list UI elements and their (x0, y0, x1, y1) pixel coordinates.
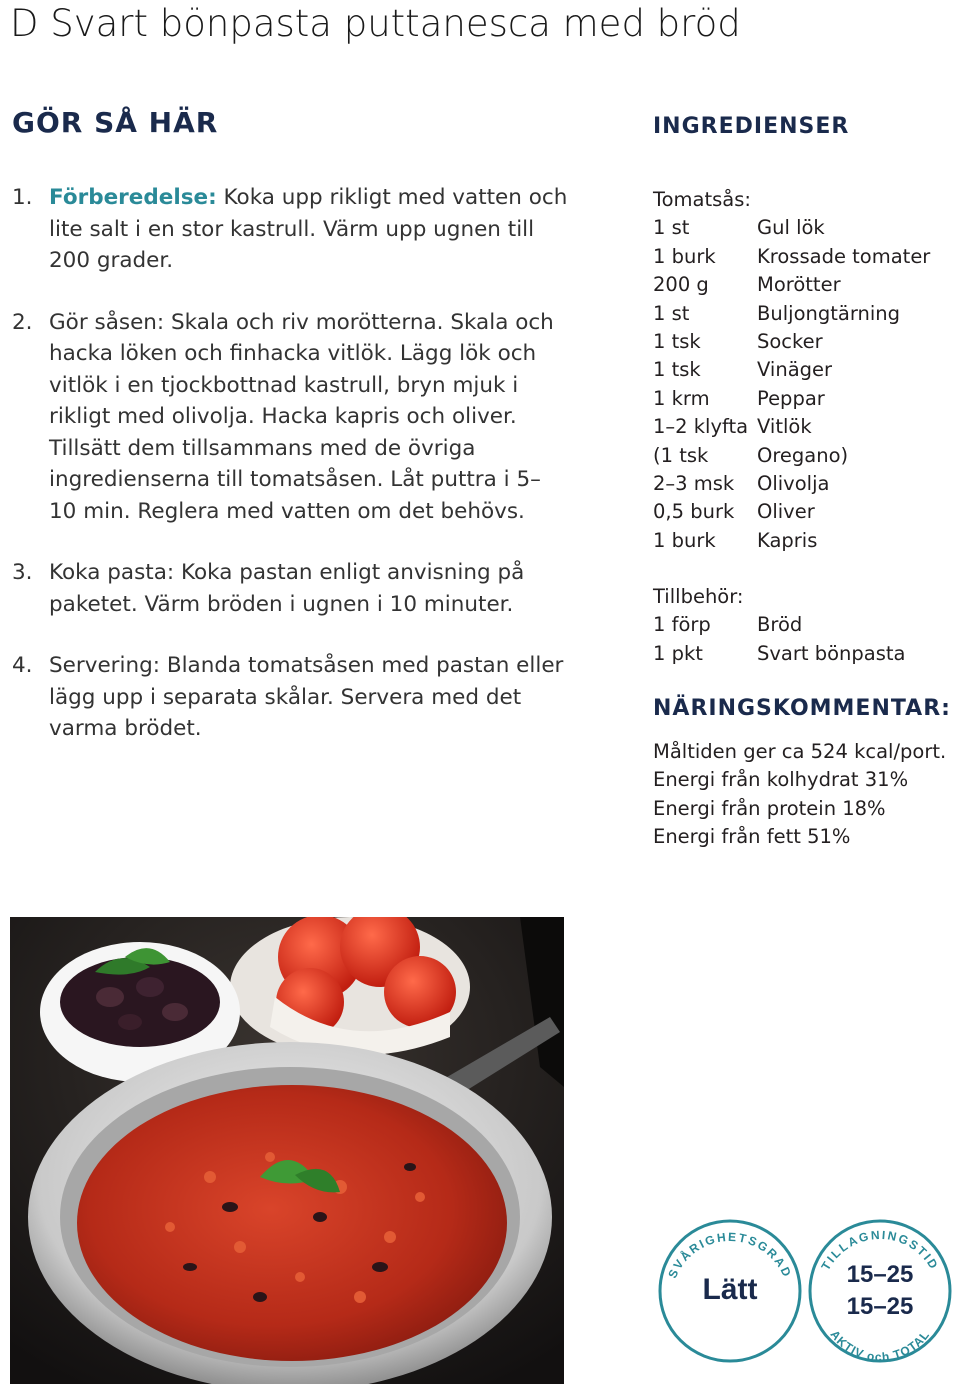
ingredient-row (653, 356, 930, 384)
ingredient-qty: 1 förp (653, 613, 711, 637)
ingredient-qty: 1–2 klyfta (653, 415, 749, 439)
time-badge-ring (806, 1217, 954, 1365)
ingredient-name: Svart bönpasta (757, 641, 906, 665)
ingredient-group-tomatsas (653, 186, 930, 555)
dish-illustration (10, 917, 564, 1384)
ingredient-name: Kapris (757, 528, 818, 552)
step-description: Skala och riv morötterna. Skala och hacka löken och finhacka vitlök. Lägg lök och vitlök i en tjockbottnad kastrull, bryn mjuk i rikligt med olivolja. Hacka kapris och oliver. Tillsätt dem tillsammans med de övriga ingredienserna till tomatsåsen. Låt puttra i 5–10 min. Reglera med vatten om det behövs. (49, 309, 554, 524)
step-number: 3. (12, 560, 33, 585)
dish-photo (10, 917, 564, 1384)
difficulty-badge (656, 1217, 804, 1365)
step-number: 2. (12, 309, 33, 335)
ingredient-qty: 1 st (653, 301, 690, 325)
step-description: Koka pastan enligt anvisning på paketet. Värm bröden i ugnen i 10 minuter. (49, 560, 525, 617)
step-3 (12, 557, 568, 620)
difficulty-value: Lätt (702, 1273, 758, 1306)
ingredient-qty: 1 tsk (653, 358, 701, 382)
ingredient-row (653, 328, 930, 356)
ingredient-qty: 1 krm (653, 386, 710, 410)
time-arc-label-bottom: AKTIV och TOTAL (827, 1327, 933, 1365)
nutrition-line: Måltiden ger ca 524 kcal/port. (653, 740, 947, 763)
nutrition-line: Energi från kolhydrat 31% (653, 768, 909, 792)
ingredient-row (653, 640, 905, 668)
ingredient-group-label: Tomatsås: (653, 188, 751, 211)
step-description: Koka upp rikligt med vatten och lite salt i en stor kastrull. Värm upp ugnen till 200 grader. (49, 185, 568, 273)
ingredient-name: Krossade tomater (757, 244, 931, 268)
step-number: 1. (12, 185, 33, 210)
ingredient-name: Bröd (757, 613, 803, 637)
nutrition-lines (653, 738, 946, 852)
ingredient-name: Peppar (757, 386, 825, 410)
ingredient-row (653, 470, 930, 498)
ingredient-name: Gul lök (757, 216, 825, 240)
ingredient-qty: 1 pkt (653, 641, 703, 665)
nutrition-line: Energi från protein 18% (653, 796, 886, 820)
step-description: Blanda tomatsåsen med pastan eller lägg upp i separata skålar. Servera med det varma brödet. (49, 653, 564, 741)
ingredient-row (653, 385, 930, 413)
step-lead: Förberedelse: (49, 185, 217, 210)
ingredients-heading: INGREDIENSER (653, 114, 850, 139)
difficulty-arc-label: SVÅRIGHETSGRAD (665, 1229, 795, 1281)
ingredient-name: Morötter (757, 273, 841, 297)
step-4 (12, 650, 568, 745)
time-total-value: 15–25 (846, 1293, 914, 1320)
nutrition-line: Energi från fett 51% (653, 825, 851, 849)
ingredient-qty: 1 st (653, 216, 690, 240)
step-text (49, 650, 568, 745)
ingredient-qty: 1 burk (653, 528, 716, 552)
ingredient-qty: 200 g (653, 273, 709, 297)
ingredient-row (653, 243, 930, 271)
ingredient-row (653, 498, 930, 526)
step-lead: Gör såsen: (49, 309, 165, 335)
step-text (49, 182, 568, 277)
nutrition-heading: NÄRINGSKOMMENTAR: (653, 696, 951, 721)
ingredient-row (653, 300, 930, 328)
step-1 (12, 182, 568, 277)
ingredient-group-tillbehor (653, 583, 905, 668)
ingredient-row (653, 271, 930, 299)
time-active-value: 15–25 (846, 1261, 914, 1288)
time-badge (806, 1217, 954, 1365)
ingredient-group-label: Tillbehör: (653, 585, 744, 608)
ingredient-name: Oliver (757, 500, 815, 524)
ingredient-qty: (1 tsk (653, 443, 709, 467)
ingredient-qty: 2–3 msk (653, 472, 735, 496)
ingredient-name: Olivolja (757, 472, 830, 496)
ingredient-row (653, 527, 930, 555)
ingredient-row (653, 413, 930, 441)
step-number: 4. (12, 653, 33, 678)
ingredient-name: Buljongtärning (757, 301, 901, 325)
ingredient-name: Oregano) (757, 443, 849, 467)
ingredient-name: Vinäger (757, 358, 833, 382)
method-steps (12, 182, 568, 775)
method-heading: GÖR SÅ HÄR (12, 106, 219, 139)
step-lead: Servering: (49, 653, 160, 678)
page-title: D Svart bönpasta puttanesca med bröd (10, 2, 741, 45)
ingredient-qty: 1 burk (653, 244, 716, 268)
ingredient-qty: 0,5 burk (653, 500, 735, 524)
ingredient-row (653, 442, 930, 470)
step-text (49, 557, 568, 620)
ingredient-qty: 1 tsk (653, 330, 701, 354)
ingredient-name: Vitlök (757, 415, 812, 439)
svg-text:AKTIV och TOTAL (827, 1327, 932, 1364)
step-lead: Koka pasta: (49, 560, 175, 585)
step-2 (12, 307, 568, 528)
step-text (49, 307, 568, 528)
ingredient-name: Socker (757, 330, 823, 354)
ingredient-row (653, 214, 930, 242)
ingredient-row (653, 611, 905, 639)
time-arc-label-top: TILLAGNINGSTID (818, 1227, 942, 1273)
